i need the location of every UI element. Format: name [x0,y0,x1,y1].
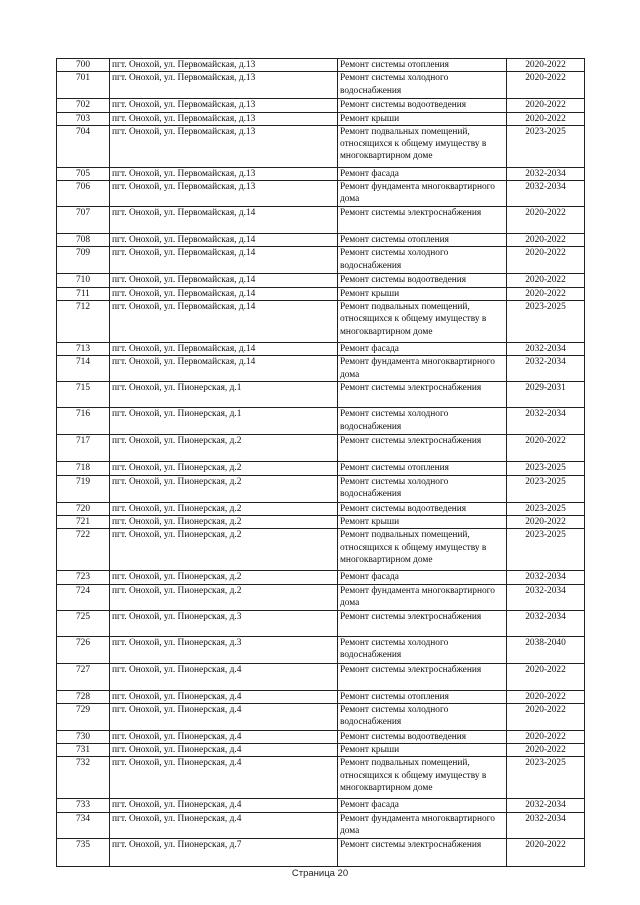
row-period: 2032-2034 [507,584,585,610]
row-work-type: Ремонт крыши [338,744,507,757]
row-number: 720 [57,502,110,515]
row-period: 2032-2034 [507,356,585,382]
table-row [57,207,585,234]
row-address: пгт. Онохой, ул. Пионерская, д.4 [110,730,338,743]
row-work-type: Ремонт подвальных помещений, относящихся к общему имуществу в многоквартирном доме [338,757,507,799]
table-row [57,730,585,743]
capital-repair-table [56,58,585,867]
row-number: 734 [57,812,110,838]
row-address: пгт. Онохой, ул. Первомайская, д.14 [110,301,338,343]
row-address: пгт. Онохой, ул. Пионерская, д.1 [110,382,338,408]
row-address: пгт. Онохой, ул. Первомайская, д.13 [110,125,338,167]
row-address: пгт. Онохой, ул. Пионерская, д.2 [110,475,338,502]
row-period: 2032-2034 [507,571,585,584]
row-address: пгт. Онохой, ул. Пионерская, д.2 [110,529,338,571]
row-address: пгт. Онохой, ул. Первомайская, д.14 [110,247,338,274]
row-period: 2023-2025 [507,301,585,343]
table-row [57,99,585,112]
table-row [57,610,585,636]
table-row [57,125,585,167]
row-period: 2020-2022 [507,703,585,730]
row-work-type: Ремонт системы электроснабжения [338,610,507,636]
row-work-type: Ремонт системы водоотведения [338,99,507,112]
table-row [57,475,585,502]
table-row [57,571,585,584]
table-row [57,799,585,812]
row-number: 707 [57,207,110,234]
table-row [57,435,585,462]
row-address: пгт. Онохой, ул. Первомайская, д.13 [110,112,338,125]
row-work-type: Ремонт подвальных помещений, относящихся к общему имуществу в многоквартирном доме [338,125,507,167]
row-period: 2020-2022 [507,744,585,757]
row-address: пгт. Онохой, ул. Пионерская, д.4 [110,812,338,838]
table-row [57,247,585,274]
row-period: 2032-2034 [507,812,585,838]
row-number: 729 [57,703,110,730]
row-address: пгт. Онохой, ул. Первомайская, д.14 [110,234,338,247]
row-number: 700 [57,59,110,72]
row-work-type: Ремонт крыши [338,112,507,125]
row-number: 715 [57,382,110,408]
page-number: Страница 20 [291,868,349,879]
table-row [57,181,585,207]
row-work-type: Ремонт системы водоотведения [338,502,507,515]
row-period: 2020-2022 [507,515,585,528]
row-address: пгт. Онохой, ул. Пионерская, д.4 [110,744,338,757]
row-work-type: Ремонт системы отопления [338,690,507,703]
row-work-type: Ремонт системы отопления [338,462,507,475]
row-number: 706 [57,181,110,207]
row-work-type: Ремонт фундамента многоквартирного дома [338,812,507,838]
row-period: 2032-2034 [507,610,585,636]
row-address: пгт. Онохой, ул. Пионерская, д.3 [110,610,338,636]
row-work-type: Ремонт системы электроснабжения [338,838,507,866]
row-period: 2020-2022 [507,99,585,112]
row-work-type: Ремонт крыши [338,287,507,300]
row-period: 2020-2022 [507,59,585,72]
table-row [57,408,585,435]
row-work-type: Ремонт системы водоотведения [338,730,507,743]
row-period: 2023-2025 [507,125,585,167]
row-address: пгт. Онохой, ул. Первомайская, д.13 [110,99,338,112]
row-address: пгт. Онохой, ул. Пионерская, д.2 [110,571,338,584]
row-work-type: Ремонт системы холодного водоснабжения [338,703,507,730]
table-row [57,462,585,475]
table-row [57,636,585,663]
row-number: 717 [57,435,110,462]
table-row [57,690,585,703]
table-row [57,515,585,528]
row-number: 733 [57,799,110,812]
table-row [57,72,585,99]
row-address: пгт. Онохой, ул. Пионерская, д.4 [110,799,338,812]
row-period: 2023-2025 [507,529,585,571]
row-period: 2020-2022 [507,287,585,300]
table-row [57,112,585,125]
row-address: пгт. Онохой, ул. Пионерская, д.4 [110,690,338,703]
row-work-type: Ремонт фасада [338,799,507,812]
row-address: пгт. Онохой, ул. Первомайская, д.13 [110,72,338,99]
table-body [57,59,585,867]
row-period: 2020-2022 [507,207,585,234]
row-period: 2020-2022 [507,730,585,743]
row-work-type: Ремонт системы электроснабжения [338,207,507,234]
row-number: 708 [57,234,110,247]
row-address: пгт. Онохой, ул. Первомайская, д.14 [110,207,338,234]
row-work-type: Ремонт системы электроснабжения [338,435,507,462]
row-address: пгт. Онохой, ул. Первомайская, д.14 [110,287,338,300]
row-work-type: Ремонт фундамента многоквартирного дома [338,584,507,610]
row-work-type: Ремонт системы холодного водоснабжения [338,636,507,663]
row-period: 2020-2022 [507,274,585,287]
row-number: 730 [57,730,110,743]
row-address: пгт. Онохой, ул. Пионерская, д.7 [110,838,338,866]
table-row [57,812,585,838]
row-period: 2023-2025 [507,462,585,475]
row-period: 2020-2022 [507,663,585,690]
row-work-type: Ремонт фундамента многоквартирного дома [338,181,507,207]
row-address: пгт. Онохой, ул. Пионерская, д.2 [110,435,338,462]
row-work-type: Ремонт фасада [338,167,507,180]
row-address: пгт. Онохой, ул. Пионерская, д.4 [110,703,338,730]
row-number: 705 [57,167,110,180]
row-period: 2020-2022 [507,234,585,247]
row-period: 2020-2022 [507,838,585,866]
row-period: 2023-2025 [507,502,585,515]
row-work-type: Ремонт системы холодного водоснабжения [338,72,507,99]
row-number: 735 [57,838,110,866]
table-row [57,167,585,180]
row-number: 703 [57,112,110,125]
table-row [57,287,585,300]
table-row [57,234,585,247]
row-number: 732 [57,757,110,799]
row-number: 723 [57,571,110,584]
table-row [57,703,585,730]
row-address: пгт. Онохой, ул. Пионерская, д.4 [110,663,338,690]
row-work-type: Ремонт системы холодного водоснабжения [338,475,507,502]
row-number: 722 [57,529,110,571]
row-work-type: Ремонт системы холодного водоснабжения [338,247,507,274]
table-row [57,757,585,799]
row-work-type: Ремонт системы электроснабжения [338,663,507,690]
row-address: пгт. Онохой, ул. Пионерская, д.4 [110,757,338,799]
row-work-type: Ремонт системы отопления [338,234,507,247]
row-work-type: Ремонт крыши [338,515,507,528]
row-number: 716 [57,408,110,435]
row-period: 2038-2040 [507,636,585,663]
table-row [57,356,585,382]
row-address: пгт. Онохой, ул. Первомайская, д.14 [110,274,338,287]
row-work-type: Ремонт фасада [338,571,507,584]
row-period: 2032-2034 [507,181,585,207]
row-number: 731 [57,744,110,757]
row-work-type: Ремонт фасада [338,343,507,356]
row-number: 711 [57,287,110,300]
row-period: 2020-2022 [507,112,585,125]
row-number: 728 [57,690,110,703]
row-address: пгт. Онохой, ул. Пионерская, д.2 [110,502,338,515]
row-address: пгт. Онохой, ул. Пионерская, д.2 [110,584,338,610]
row-period: 2023-2025 [507,475,585,502]
row-number: 704 [57,125,110,167]
row-period: 2020-2022 [507,435,585,462]
table-row [57,59,585,72]
row-number: 727 [57,663,110,690]
row-work-type: Ремонт подвальных помещений, относящихся к общему имуществу в многоквартирном доме [338,301,507,343]
table-row [57,301,585,343]
table-row [57,744,585,757]
table-row [57,838,585,866]
row-work-type: Ремонт системы электроснабжения [338,382,507,408]
row-address: пгт. Онохой, ул. Пионерская, д.1 [110,408,338,435]
row-number: 714 [57,356,110,382]
table-row [57,382,585,408]
row-work-type: Ремонт системы холодного водоснабжения [338,408,507,435]
row-work-type: Ремонт подвальных помещений, относящихся к общему имуществу в многоквартирном доме [338,529,507,571]
table-row [57,529,585,571]
row-number: 718 [57,462,110,475]
table-row [57,584,585,610]
row-number: 712 [57,301,110,343]
row-period: 2020-2022 [507,72,585,99]
row-address: пгт. Онохой, ул. Первомайская, д.13 [110,167,338,180]
row-period: 2023-2025 [507,757,585,799]
row-number: 713 [57,343,110,356]
row-period: 2020-2022 [507,690,585,703]
row-number: 709 [57,247,110,274]
row-address: пгт. Онохой, ул. Первомайская, д.14 [110,356,338,382]
table-row [57,663,585,690]
row-number: 719 [57,475,110,502]
row-period: 2020-2022 [507,247,585,274]
row-address: пгт. Онохой, ул. Первомайская, д.13 [110,181,338,207]
row-number: 702 [57,99,110,112]
row-work-type: Ремонт системы отопления [338,59,507,72]
row-address: пгт. Онохой, ул. Пионерская, д.3 [110,636,338,663]
row-address: пгт. Онохой, ул. Первомайская, д.14 [110,343,338,356]
row-period: 2032-2034 [507,343,585,356]
row-period: 2032-2034 [507,408,585,435]
row-address: пгт. Онохой, ул. Пионерская, д.2 [110,462,338,475]
row-number: 725 [57,610,110,636]
row-work-type: Ремонт фундамента многоквартирного дома [338,356,507,382]
row-number: 701 [57,72,110,99]
row-period: 2032-2034 [507,167,585,180]
row-number: 710 [57,274,110,287]
row-address: пгт. Онохой, ул. Пионерская, д.2 [110,515,338,528]
row-work-type: Ремонт системы водоотведения [338,274,507,287]
table-row [57,343,585,356]
table-row [57,274,585,287]
row-period: 2032-2034 [507,799,585,812]
row-number: 721 [57,515,110,528]
row-number: 724 [57,584,110,610]
row-address: пгт. Онохой, ул. Первомайская, д.13 [110,59,338,72]
row-period: 2029-2031 [507,382,585,408]
table-row [57,502,585,515]
row-number: 726 [57,636,110,663]
